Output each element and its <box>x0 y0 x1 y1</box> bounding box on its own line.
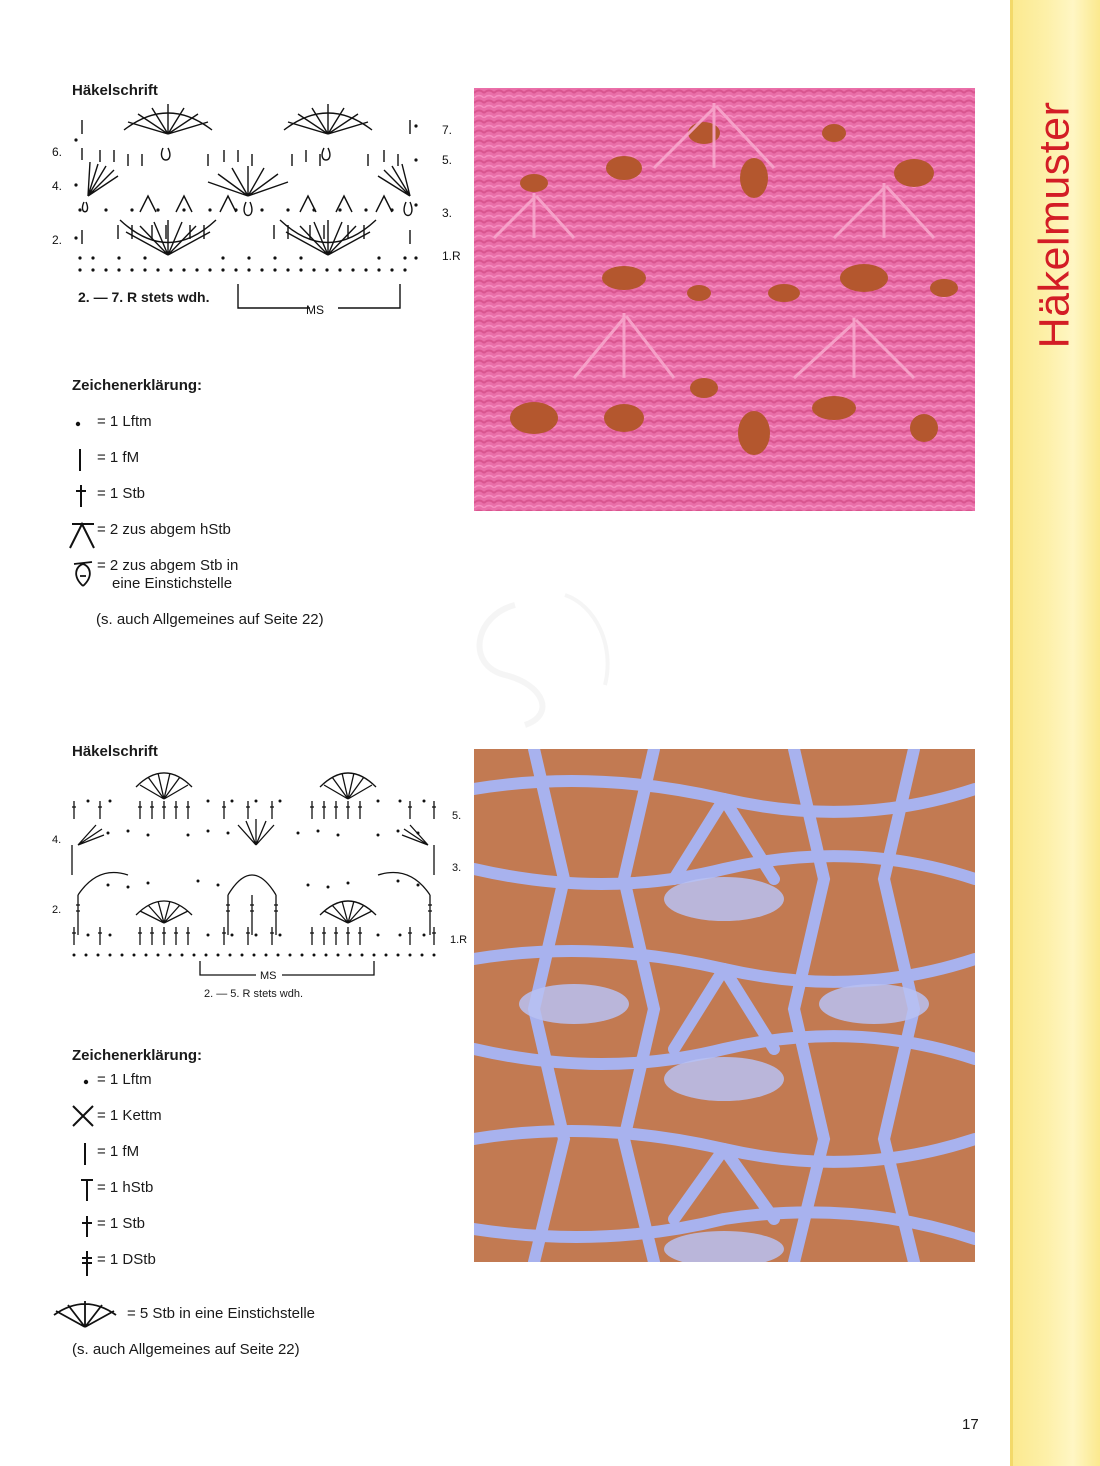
row-label: 6. <box>52 145 63 159</box>
dot-icon <box>80 1074 94 1090</box>
row-label: 2. <box>52 233 63 247</box>
row-label: 3. <box>442 206 453 220</box>
ms-label: MS <box>260 970 277 982</box>
stitch-photo-pink <box>474 88 975 511</box>
dot-icon <box>72 416 88 432</box>
row-label: 1.R <box>450 934 468 946</box>
hdc-icon <box>78 1177 96 1203</box>
legend-item: = 1 Lftm <box>97 413 152 430</box>
cluster-icon <box>70 558 96 588</box>
chart-heading-1: Häkelschrift <box>72 82 158 99</box>
legend-item: = 1 fM <box>97 1143 140 1160</box>
repeat-note: 2. — 7. R stets wdh. <box>78 289 210 305</box>
dc-icon <box>78 1213 96 1239</box>
ms-label: MS <box>306 303 324 317</box>
legend-item: = 1 Stb <box>97 485 145 502</box>
reference-note-1: (s. auch Allgemeines auf Seite 22) <box>96 611 324 628</box>
legend-item: = 2 zus abgem Stb in <box>97 557 239 574</box>
legend-item: = 1 hStb <box>97 1179 154 1196</box>
legend-item: = 1 Stb <box>97 1215 145 1232</box>
crochet-chart-2 <box>48 765 468 985</box>
x-icon <box>70 1103 96 1129</box>
row-label: 2. <box>52 904 62 916</box>
legend-item: = 5 Stb in eine Einstichstelle <box>127 1305 316 1322</box>
stitch-photo-lavender <box>474 749 975 1262</box>
crochet-chart-1 <box>48 100 468 320</box>
legend-item: = 1 fM <box>97 449 140 466</box>
row-label: 5. <box>452 810 462 822</box>
double-hdc-icon <box>68 520 98 550</box>
legend-item: = 1 Lftm <box>97 1071 152 1088</box>
tr-icon <box>78 1248 96 1278</box>
legend-item: = 2 zus abgem hStb <box>97 521 231 538</box>
cross-stitch-icon <box>72 483 90 509</box>
bar-icon <box>78 1141 92 1167</box>
reference-note-2: (s. auch Allgemeines auf Seite 22) <box>72 1341 300 1358</box>
row-label: 4. <box>52 834 62 846</box>
section-title: Häkelmuster <box>1030 101 1079 349</box>
legend-heading-2: Zeichenerklärung: <box>72 1047 203 1064</box>
row-label: 4. <box>52 179 63 193</box>
legend-item-cont: eine Einstichstelle <box>112 575 233 592</box>
row-label: 5. <box>442 153 453 167</box>
row-label: 7. <box>442 123 453 137</box>
legend-heading-1: Zeichenerklärung: <box>72 377 203 394</box>
repeat-note-2: 2. — 5. R stets wdh. <box>204 988 304 1000</box>
page-number: 17 <box>962 1416 979 1433</box>
watermark-logo <box>455 585 645 735</box>
chart-heading-2: Häkelschrift <box>72 743 158 760</box>
legend-item: = 1 DStb <box>97 1251 156 1268</box>
chain-row <box>74 124 417 271</box>
shell-icon <box>52 1297 118 1331</box>
legend-item: = 1 Kettm <box>97 1107 162 1124</box>
bar-icon <box>72 447 88 473</box>
row-label: 3. <box>452 862 462 874</box>
row-label: 1.R <box>442 249 461 263</box>
